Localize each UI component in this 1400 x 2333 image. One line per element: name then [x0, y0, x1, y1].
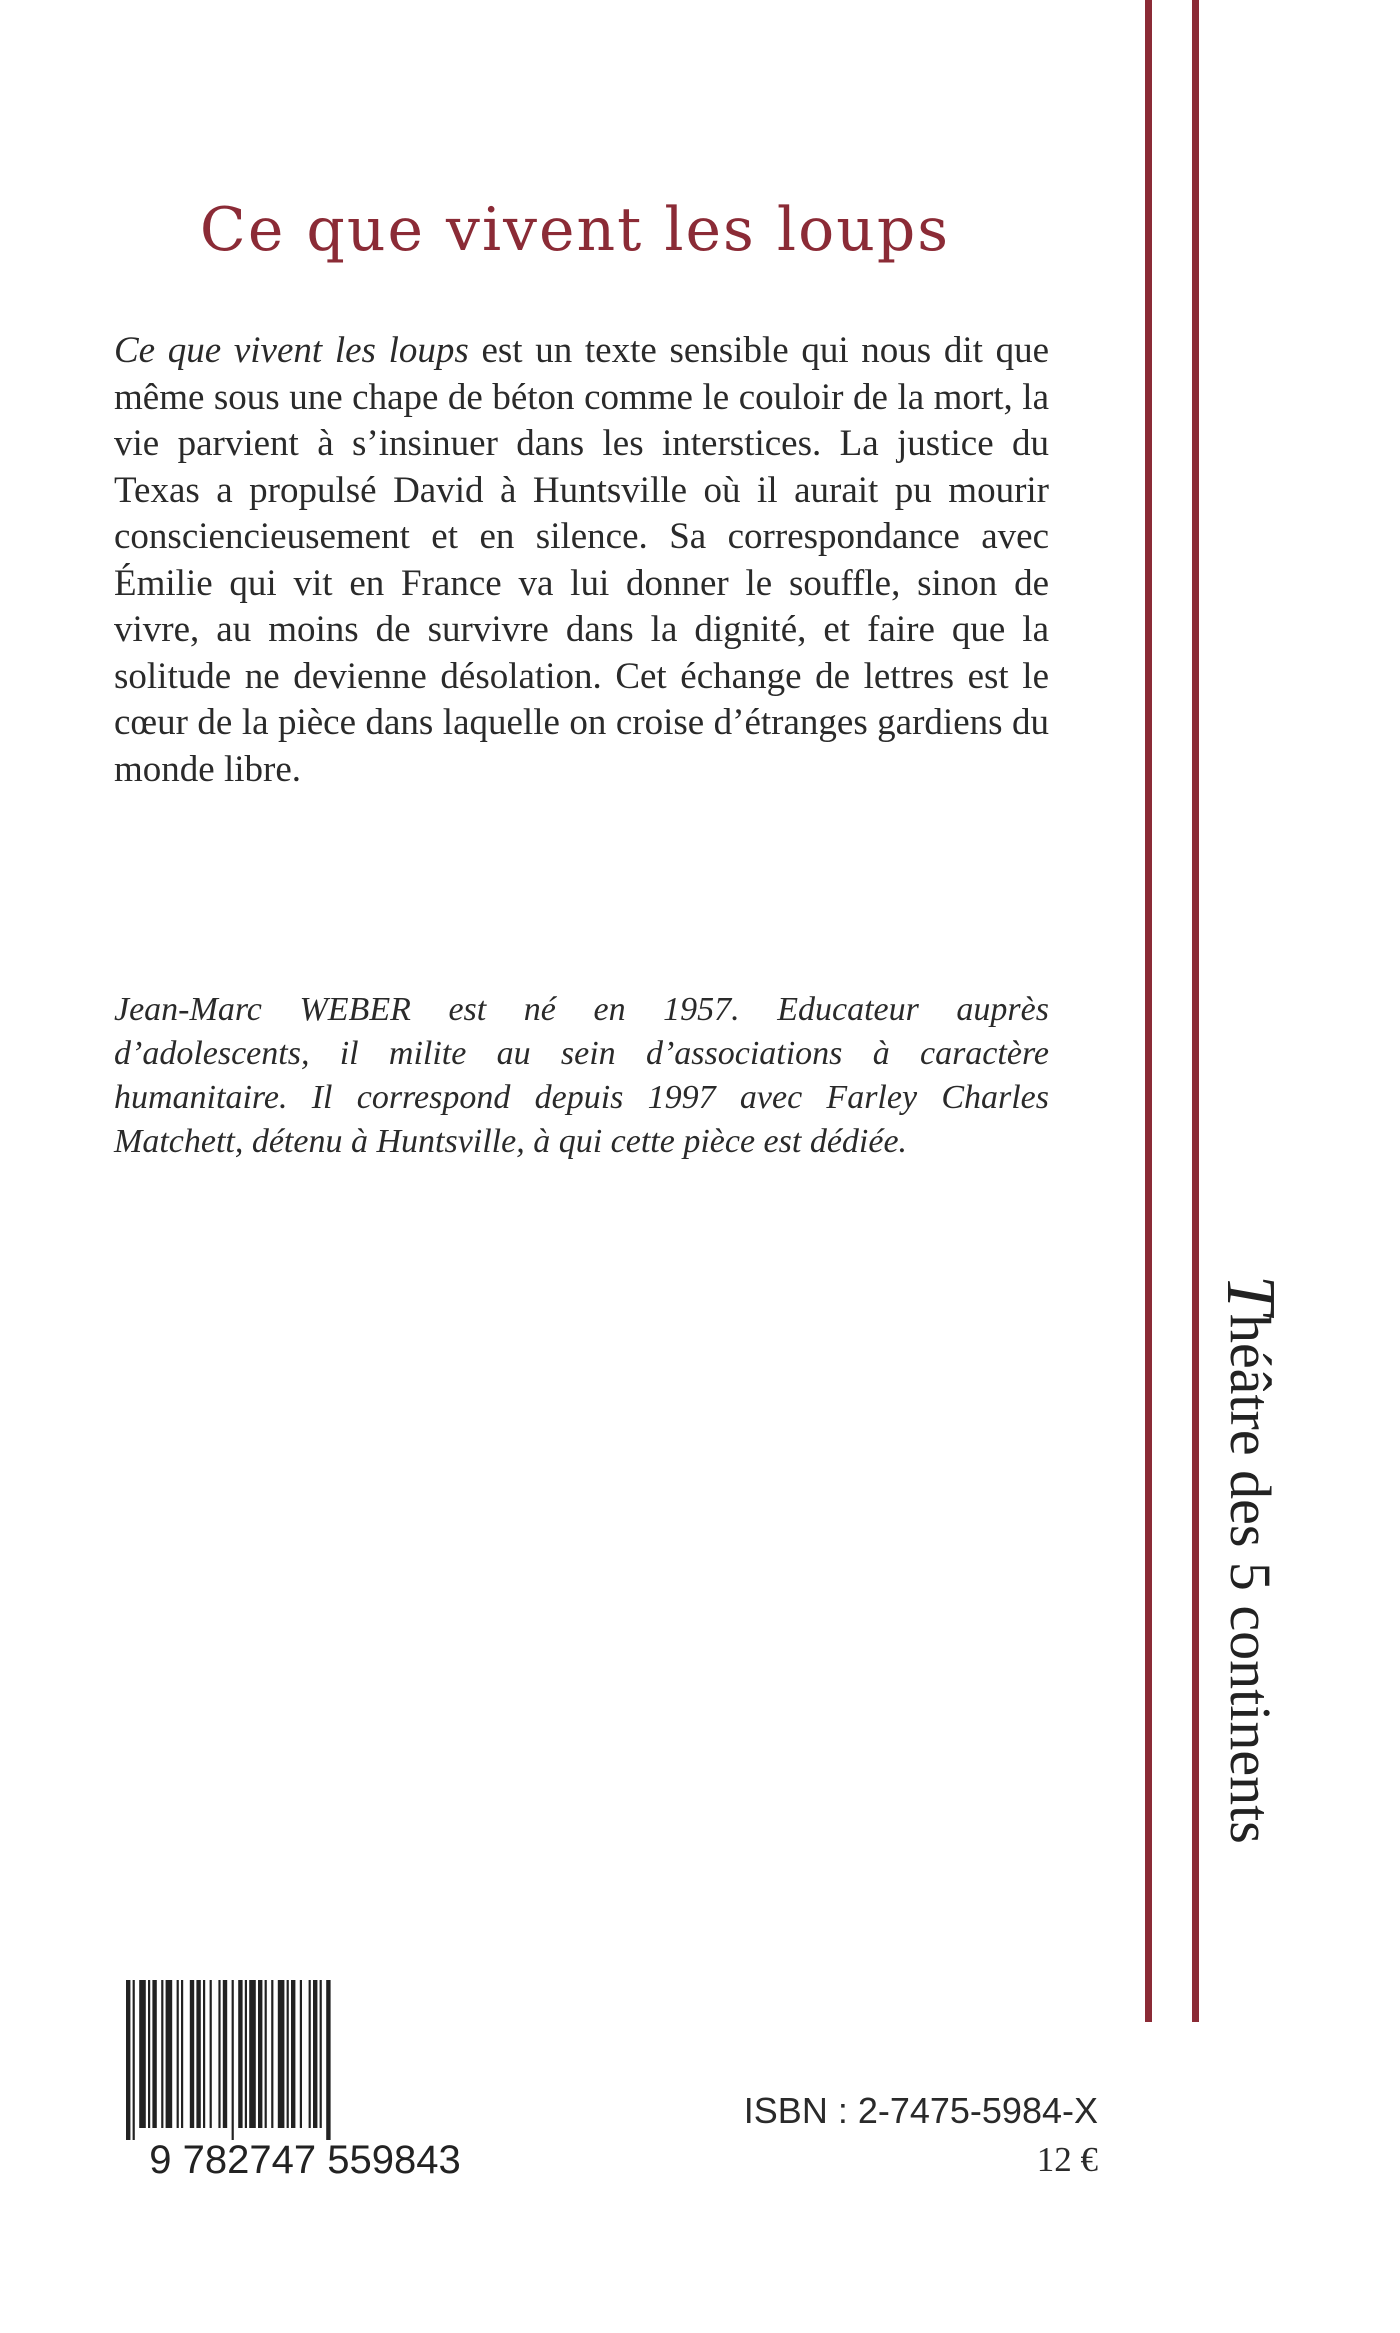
barcode-bar — [152, 1980, 156, 2128]
barcode-bar — [190, 1980, 194, 2128]
barcode-bars — [126, 1980, 331, 2140]
barcode-digits: 9 782747 559843 — [149, 2138, 461, 2178]
barcode-bar — [161, 1980, 163, 2128]
barcode-bar — [126, 1980, 130, 2140]
synopsis-paragraph — [114, 328, 1049, 793]
price-label: 12 € — [1036, 2140, 1098, 2179]
synopsis-title-italic: Ce que vivent les loups — [114, 330, 469, 371]
vertical-rule-left — [1145, 0, 1152, 2022]
barcode-bar — [203, 1980, 205, 2128]
barcode-bar — [309, 1980, 311, 2128]
barcode-bar — [238, 1980, 242, 2128]
barcode-bar — [166, 1980, 173, 2128]
synopsis-text: est un texte sensible qui nous dit que même sous une chape de béton comme le couloir de la mort, la vie parvient à s’insinuer dans les interstices. La justice du Texas a propulsé David à Huntsville où il aurait pu mourir consciencieusement et en silence. Sa correspondance avec Émilie qui vit en France va lui donner le souffle, sinon de vivre, au moins de survivre dans la dignité, et faire que la solitude ne devienne désolation. Cet échange de lettres est le cœur de la pièce dans laquelle on croise d’étranges gardiens du monde libre. — [114, 330, 1049, 790]
series-initial: T — [1212, 1275, 1289, 1314]
barcode-bar — [196, 1980, 200, 2128]
barcode-bar — [210, 1980, 212, 2128]
barcode-bar — [139, 1980, 146, 2128]
barcode-bar — [320, 1980, 322, 2128]
barcode-bar — [326, 1980, 330, 2140]
isbn-label: ISBN : 2-7475-5984-X — [743, 2090, 1098, 2131]
barcode-bar — [278, 1980, 285, 2128]
barcode-bar — [218, 1980, 220, 2128]
book-title: Ce que vivent les loups — [199, 195, 951, 265]
barcode-bar — [291, 1980, 295, 2128]
barcode — [108, 1978, 503, 2178]
series-name — [1210, 1275, 1290, 2035]
barcode-bar — [258, 1980, 262, 2128]
barcode-bar — [181, 1980, 183, 2128]
barcode-bar — [232, 1980, 234, 2140]
barcode-bar — [265, 1980, 267, 2128]
barcode-bar — [300, 1980, 302, 2128]
barcode-bar — [177, 1980, 179, 2128]
barcode-bar — [133, 1980, 135, 2140]
vertical-rule-right — [1192, 0, 1199, 2022]
barcode-bar — [148, 1980, 150, 2128]
author-name: Jean-Marc WEBER — [114, 991, 411, 1028]
author-bio — [114, 988, 1049, 1164]
barcode-bar — [271, 1980, 273, 2128]
series-rest: héâtre des 5 continents — [1218, 1313, 1283, 1844]
barcode-bar — [313, 1980, 317, 2128]
barcode-bar — [245, 1980, 247, 2128]
barcode-bar — [249, 1980, 256, 2128]
barcode-bar — [287, 1980, 289, 2128]
barcode-bar — [223, 1980, 227, 2128]
author-bio-text: est né en 1957. Educateur auprès d’adolescents, il milite au sein d’associations à caractère humanitaire. Il correspond depuis 1997 avec Farley Charles Matchett, détenu à Huntsville, à qui cette pièce est dédiée. — [114, 991, 1049, 1160]
